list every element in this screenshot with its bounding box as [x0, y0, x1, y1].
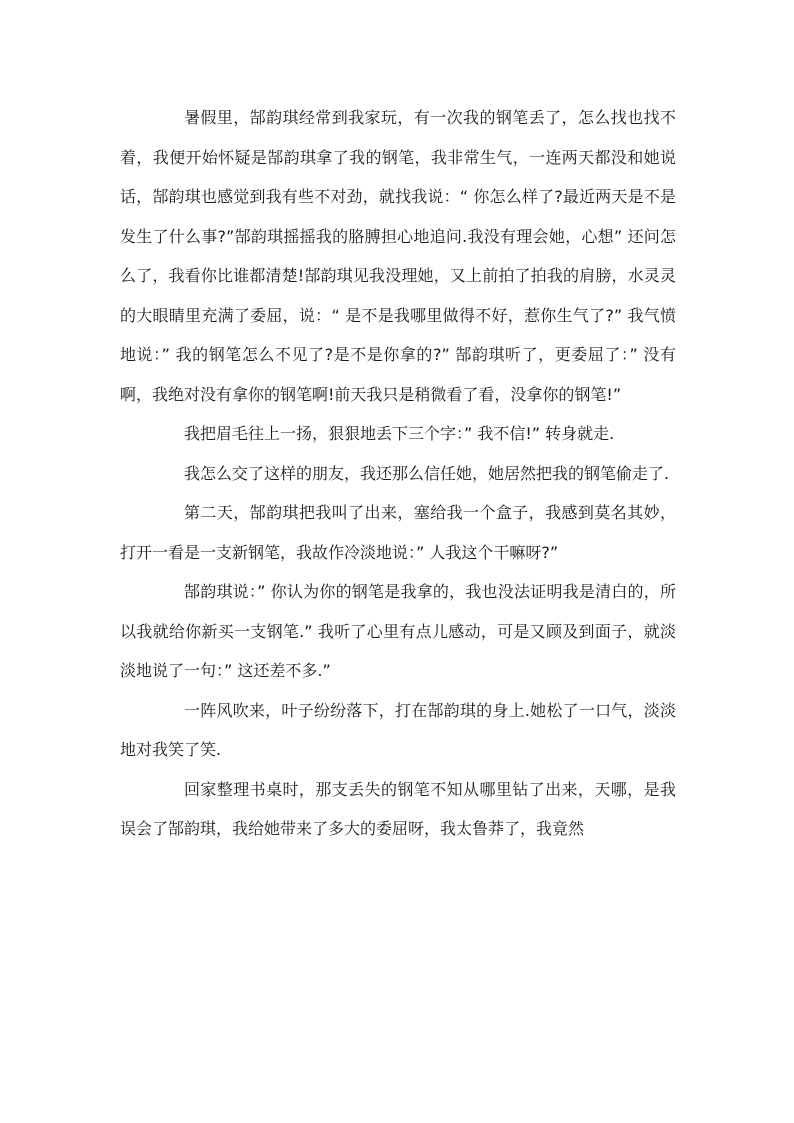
- paragraph: 郜韵琪说：” 你认为你的钢笔是我拿的，我也没法证明我是清白的，所以我就给你新买一支钢笔.” 我听了心里有点儿感动，可是又顾及到面子，就淡淡地说了一句：” 这还差不多.”: [120, 582, 676, 680]
- paragraph: 一阵风吹来，叶子纷纷落下，打在郜韵琪的身上.她松了一口气，淡淡地对我笑了笑.: [120, 700, 676, 759]
- paragraph: 我怎么交了这样的朋友，我还那么信任她，她居然把我的钢笔偷走了.: [184, 463, 670, 483]
- paragraph: 我把眉毛往上一扬，狠狠地丢下三个字：” 我不信!” 转身就走.: [184, 424, 615, 443]
- document-body: [120, 98, 676, 849]
- paragraph: 第二天，郜韵琪把我叫了出来，塞给我一个盒子，我感到莫名其妙，打开一看是一支新钢笔，我故作冷淡地说：” 人我这个干嘛呀?”: [120, 503, 676, 562]
- paragraph: 回家整理书桌时，那支丢失的钢笔不知从哪里钻了出来，天哪，是我误会了郜韵琪，我给她带来了多大的委屈呀，我太鲁莽了，我竟然: [120, 779, 676, 838]
- paragraph: 暑假里，郜韵琪经常到我家玩，有一次我的钢笔丢了，怎么找也找不着，我便开始怀疑是郜韵琪拿了我的钢笔，我非常生气，一连两天都没和她说话，郜韵琪也感觉到我有些不对劲，就找我说：“ 你怎么样了?最近两天是不是发生了什么事?”郜韵琪摇摇我的胳膊担心地追问.我没有理会她，心想” 还问怎么了，我看你比谁都清楚!郜韵琪见我没理她，又上前拍了拍我的肩膀，水灵灵的大眼睛里充满了委屈，说：“ 是不是我哪里做得不好，惹你生气了?” 我气愤地说：” 我的钢笔怎么不见了?是不是你拿的?” 郜韵琪听了，更委屈了：” 没有啊，我绝对没有拿你的钢笔啊!前天我只是稍微看了看，没拿你的钢笔!”: [120, 108, 676, 404]
